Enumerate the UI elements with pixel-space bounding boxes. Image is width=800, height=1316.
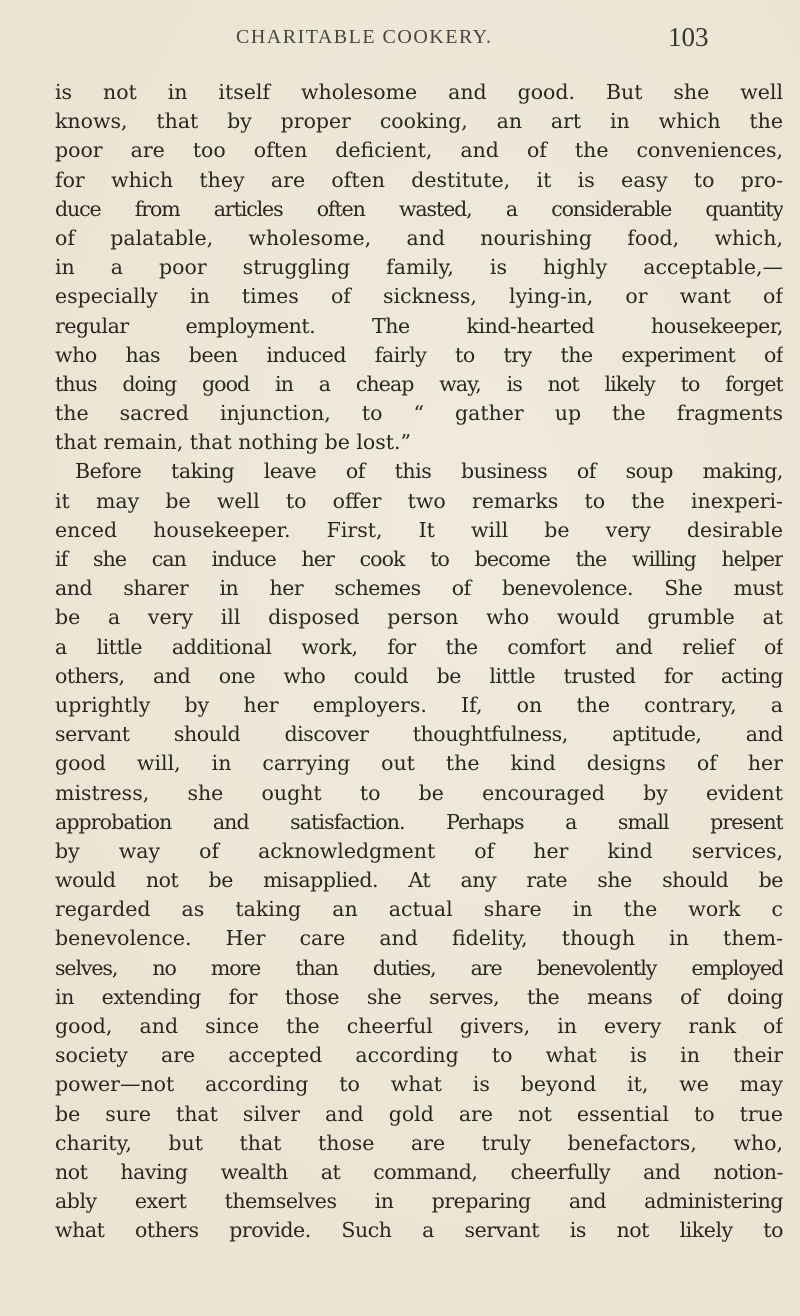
text-line: it may be well to offer two remarks to the inexperi- bbox=[55, 488, 783, 513]
text-line: the sacred injunction, to “ gather up the fragments bbox=[55, 401, 783, 426]
text-line: and sharer in her schemes of benevolence. She must bbox=[55, 576, 783, 601]
text-line: servant should discover thoughtfulness, aptitude, and bbox=[55, 722, 783, 747]
text-line: would not be misapplied. At any rate she should be bbox=[55, 868, 783, 893]
text-line: in extending for those she serves, the means of doing bbox=[55, 984, 783, 1009]
text-line: a little additional work, for the comfort and relief of bbox=[55, 634, 783, 659]
text-line: power—not according to what is beyond it, we may bbox=[55, 1072, 783, 1097]
text-line: charity, but that those are truly benefactors, who, bbox=[55, 1130, 783, 1155]
text-line: regular employment. The kind-hearted housekeeper, bbox=[55, 313, 783, 338]
text-line: benevolence. Her care and fidelity, though in them- bbox=[55, 926, 783, 951]
text-line: of palatable, wholesome, and nourishing food, which, bbox=[55, 225, 783, 250]
text-line: ably exert themselves in preparing and administering bbox=[55, 1189, 783, 1214]
text-line: poor are too often deficient, and of the conveniences, bbox=[55, 138, 783, 163]
text-line: for which they are often destitute, it is easy to pro- bbox=[55, 167, 783, 192]
text-line: especially in times of sickness, lying-in, or want of bbox=[55, 284, 783, 309]
text-line: mistress, she ought to be encouraged by evident bbox=[55, 780, 783, 805]
text-line: uprightly by her employers. If, on the contrary, a bbox=[55, 692, 783, 717]
text-line: selves, no more than duties, are benevolently employed bbox=[55, 955, 783, 980]
page-header bbox=[0, 22, 800, 62]
text-line: others, and one who could be little trusted for acting bbox=[55, 663, 783, 688]
text-line: is not in itself wholesome and good. But she well bbox=[55, 80, 783, 104]
text-line: not having wealth at command, cheerfully and notion- bbox=[55, 1159, 783, 1184]
page-number: 103 bbox=[668, 22, 709, 52]
text-line: good will, in carrying out the kind designs of her bbox=[55, 751, 783, 776]
text-line: in a poor struggling family, is highly acceptable,— bbox=[55, 255, 783, 280]
text-line: if she can induce her cook to become the willing helper bbox=[55, 547, 783, 571]
text-line: thus doing good in a cheap way, is not likely to forget bbox=[55, 371, 783, 396]
body-text bbox=[55, 78, 783, 1246]
text-line: enced housekeeper. First, It will be very desirable bbox=[55, 517, 783, 542]
text-line: that remain, that nothing be lost.” bbox=[55, 430, 412, 455]
text-line: who has been induced fairly to try the experiment of bbox=[55, 342, 783, 367]
text-line: by way of acknowledgment of her kind services, bbox=[55, 838, 783, 863]
text-line: duce from articles often wasted, a considerable quantity bbox=[55, 196, 783, 221]
text-line: approbation and satisfaction. Perhaps a small present bbox=[55, 809, 783, 834]
text-line: good, and since the cheerful givers, in every rank of bbox=[55, 1014, 783, 1038]
paragraph-2 bbox=[55, 457, 783, 1245]
text-line: society are accepted according to what is in their bbox=[55, 1043, 783, 1068]
text-line: Before taking leave of this business of soup making, bbox=[75, 459, 783, 484]
paragraph-1 bbox=[55, 78, 783, 457]
text-line: what others provide. Such a servant is not likely to bbox=[55, 1218, 783, 1243]
text-line: be sure that silver and gold are not essential to true bbox=[55, 1101, 783, 1126]
running-title: CHARITABLE COOKERY. bbox=[236, 26, 493, 48]
text-line: knows, that by proper cooking, an art in which the bbox=[55, 109, 783, 134]
text-line: regarded as taking an actual share in the work c bbox=[55, 897, 783, 922]
text-line: be a very ill disposed person who would grumble at bbox=[55, 605, 783, 630]
